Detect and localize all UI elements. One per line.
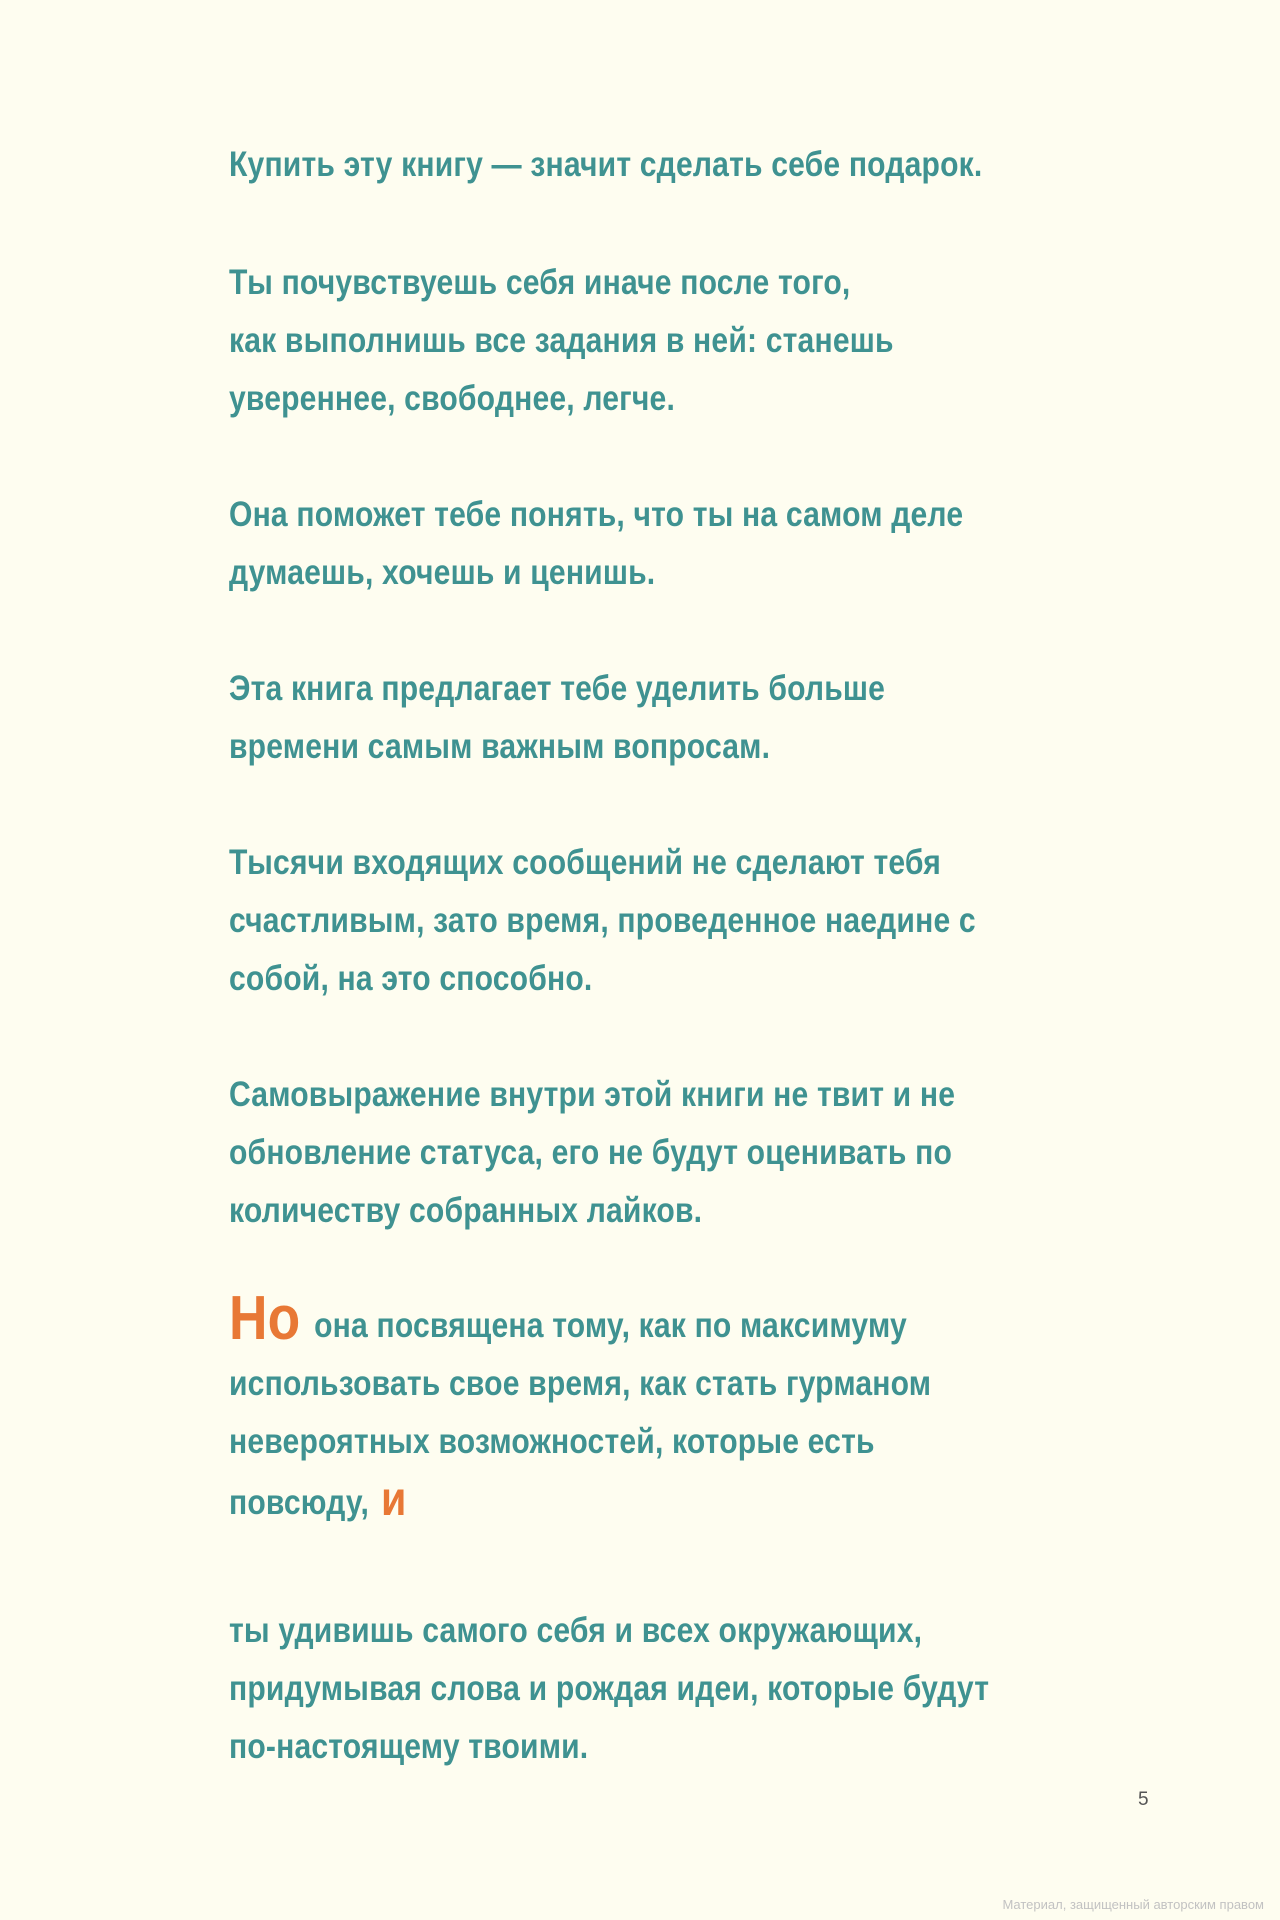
paragraph-1: [229, 136, 1123, 194]
paragraph-4: [229, 660, 1123, 776]
text-line: Самовыражение внутри этой книги не твит и не: [229, 1075, 956, 1114]
text-line: Купить эту книгу — значит сделать себе подарок.: [229, 145, 983, 184]
text-line: ты удивишь самого себя и всех окружающих,: [229, 1611, 923, 1650]
paragraph-highlight: [229, 1284, 1123, 1532]
text-line: думаешь, хочешь и ценишь.: [229, 553, 656, 592]
tail-word: и: [381, 1473, 407, 1526]
paragraph-3: [229, 486, 1123, 602]
text-line: Ты почувствуешь себя иначе после того,: [229, 263, 851, 302]
text-line: счастливым, зато время, проведенное наедине с: [229, 901, 976, 940]
text-line: придумывая слова и рождая идеи, которые будут: [229, 1669, 990, 1708]
paragraph-2: [229, 254, 1123, 428]
page-body: [229, 136, 1129, 1776]
text-line: времени самым важным вопросам.: [229, 727, 771, 766]
paragraph-6: [229, 1066, 1123, 1240]
text-line: как выполнишь все задания в ней: станешь: [229, 321, 894, 360]
paragraph-5: [229, 834, 1123, 1008]
highlight-line-4-text: повсюду,: [229, 1483, 370, 1522]
lead-word: Но: [229, 1284, 301, 1353]
text-line: Она поможет тебе понять, что ты на самом деле: [229, 495, 964, 534]
text-line: Тысячи входящих сообщений не сделают тебя: [229, 843, 941, 882]
highlight-line-1-text: она посвящена тому, как по максимуму: [314, 1306, 907, 1345]
paragraph-final: [229, 1602, 1123, 1776]
text-line: по-настоящему твоими.: [229, 1727, 589, 1766]
page-number: 5: [1138, 1789, 1149, 1810]
text-line: [229, 1284, 1123, 1355]
text-line: [229, 1471, 1123, 1532]
text-line: количеству собранных лайков.: [229, 1191, 703, 1230]
text-line: обновление статуса, его не будут оценивать по: [229, 1133, 953, 1172]
text-line: увереннее, свободнее, легче.: [229, 379, 675, 418]
text-line: использовать свое время, как стать гурманом: [229, 1364, 932, 1403]
text-line: Эта книга предлагает тебе уделить больше: [229, 669, 886, 708]
copyright-notice: Материал, защищенный авторским правом: [1002, 1897, 1264, 1912]
text-line: собой, на это способно.: [229, 959, 593, 998]
text-line: невероятных возможностей, которые есть: [229, 1422, 875, 1461]
